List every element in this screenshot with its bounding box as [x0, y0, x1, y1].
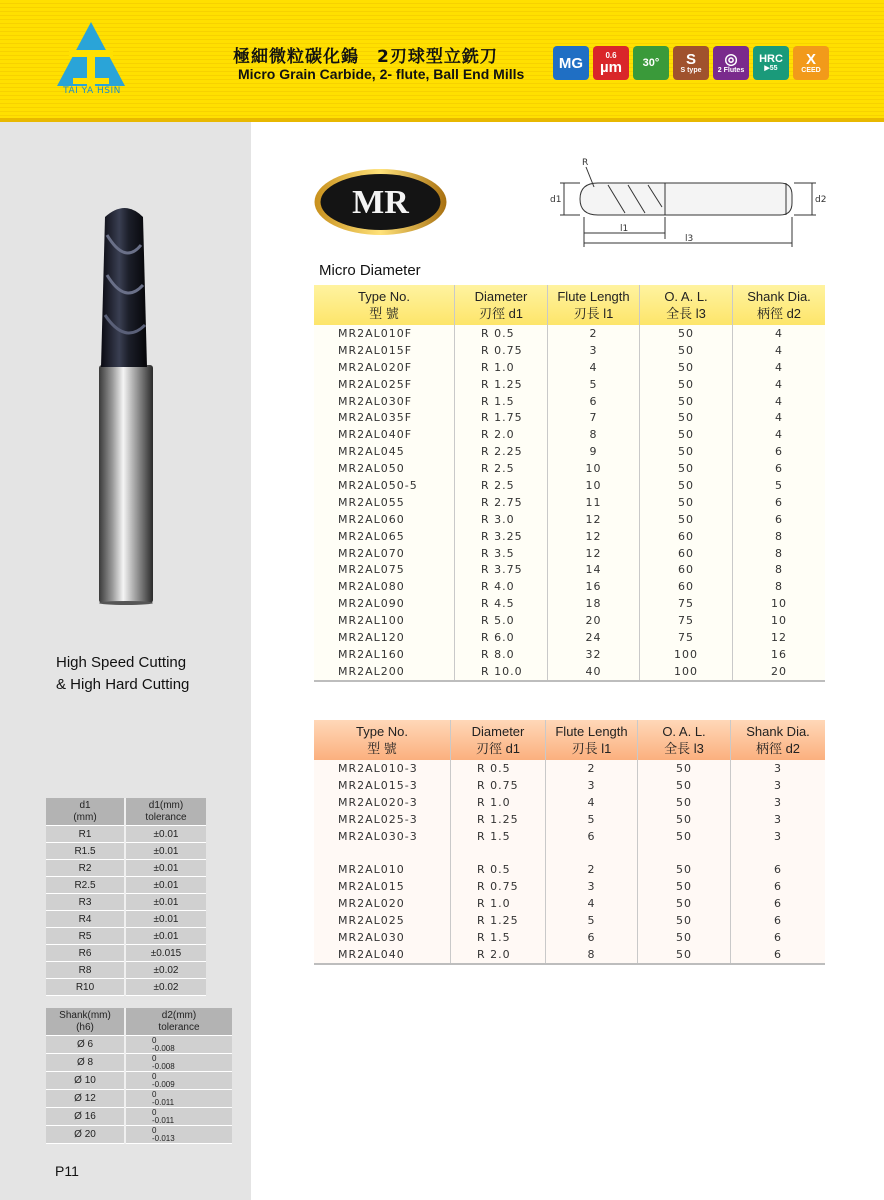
shank-dia-cell: 4 [733, 393, 826, 410]
shank-dia-cell: 6 [733, 460, 826, 477]
radius-cell: R4 [46, 911, 125, 928]
feature-line-1: High Speed Cutting [56, 654, 187, 671]
oal-cell: 50 [640, 393, 733, 410]
diameter-cell: R 0.5 [451, 861, 546, 878]
tolerance-row [46, 928, 206, 945]
tolerance-row [46, 1090, 232, 1108]
tolerance-row [46, 1108, 232, 1126]
tolerance-row [46, 1036, 232, 1054]
oal-cell: 50 [638, 760, 731, 777]
flute-length-cell: 12 [548, 545, 640, 562]
tolerance-cell: ±0.01 [125, 860, 206, 877]
table-row [314, 929, 825, 946]
table-row [314, 794, 825, 811]
tolerance-row [46, 962, 206, 979]
oal-cell: 50 [640, 477, 733, 494]
diameter-cell: R 1.5 [455, 393, 548, 410]
diameter-cell: R 2.0 [455, 426, 548, 443]
diameter-cell: R 4.0 [455, 578, 548, 595]
flute-length-cell: 5 [546, 912, 638, 929]
table-row [314, 878, 825, 895]
shank-cell: Ø 10 [46, 1072, 125, 1090]
shank-dia-cell: 4 [733, 409, 826, 426]
diagram-label-l1: l1 [620, 224, 629, 234]
feature-badge: ◎ 2 Flutes [713, 46, 749, 80]
shank-dia-cell: 6 [733, 494, 826, 511]
feature-description [56, 652, 189, 696]
shank-dia-cell: 3 [731, 811, 826, 828]
tolerance-cell: 0 -0.011 [125, 1108, 232, 1126]
oal-cell: 50 [640, 359, 733, 376]
oal-cell: 50 [638, 878, 731, 895]
shank-dia-cell: 4 [733, 325, 826, 342]
type-no-cell: MR2AL025F [314, 376, 455, 393]
shank-dia-cell: 10 [733, 612, 826, 629]
diameter-cell: R 3.5 [455, 545, 548, 562]
flute-length-cell: 16 [548, 578, 640, 595]
type-no-cell: MR2AL020-3 [314, 794, 451, 811]
oal-cell: 50 [638, 929, 731, 946]
diameter-cell: R 0.75 [451, 777, 546, 794]
shank-dia-cell: 6 [731, 895, 826, 912]
flute-length-cell: 5 [548, 376, 640, 393]
d1-header: d1 (mm) [46, 798, 125, 826]
oal-cell: 50 [640, 325, 733, 342]
diagram-label-l3: l3 [685, 234, 694, 244]
shank-tolerance-table [46, 1008, 232, 1144]
oal-cell: 50 [638, 777, 731, 794]
col-diameter: Diameter 刃徑 d1 [455, 285, 548, 325]
table-row [314, 595, 825, 612]
oal-cell: 75 [640, 612, 733, 629]
flute-length-cell: 8 [546, 946, 638, 964]
type-no-cell: MR2AL120 [314, 629, 455, 646]
oal-cell: 50 [640, 426, 733, 443]
table-row [314, 612, 825, 629]
tolerance-cell: ±0.01 [125, 911, 206, 928]
diameter-cell: R 1.0 [455, 359, 548, 376]
tolerance-cell: ±0.015 [125, 945, 206, 962]
flute-length-cell: 6 [548, 393, 640, 410]
section-title: Micro Diameter [319, 262, 421, 279]
mr-series-logo [313, 167, 448, 237]
shank-dia-cell: 4 [733, 376, 826, 393]
tolerance-row [46, 877, 206, 894]
flute-length-cell: 14 [548, 561, 640, 578]
tolerance-cell: ±0.01 [125, 843, 206, 860]
oal-cell: 60 [640, 561, 733, 578]
shank-cell: Ø 20 [46, 1126, 125, 1144]
type-no-cell: MR2AL090 [314, 595, 455, 612]
d1-tolerance-header: d1(mm) tolerance [125, 798, 206, 826]
table-row [314, 325, 825, 342]
d1-tolerance-table [46, 798, 206, 996]
flute-length-cell: 3 [548, 342, 640, 359]
diameter-cell: R 1.0 [451, 895, 546, 912]
col-shank-dia: Shank Dia. 柄徑 d2 [731, 720, 826, 760]
shank-dia-cell: 20 [733, 663, 826, 681]
tolerance-cell: ±0.02 [125, 979, 206, 996]
type-no-cell: MR2AL065 [314, 528, 455, 545]
tolerance-row [46, 860, 206, 877]
shank-dia-cell: 4 [733, 359, 826, 376]
type-no-cell: MR2AL160 [314, 646, 455, 663]
flute-length-cell: 12 [548, 511, 640, 528]
feature-badge: 0.6 µm [593, 46, 629, 80]
type-no-cell: MR2AL020 [314, 895, 451, 912]
diameter-cell: R 8.0 [455, 646, 548, 663]
type-no-cell: MR2AL100 [314, 612, 455, 629]
type-no-cell: MR2AL035F [314, 409, 455, 426]
diameter-cell: R 10.0 [455, 663, 548, 681]
table-row [314, 477, 825, 494]
flute-length-cell: 6 [546, 929, 638, 946]
shank-dia-cell: 3 [731, 777, 826, 794]
flute-length-cell: 40 [548, 663, 640, 681]
diameter-cell: R 0.75 [451, 878, 546, 895]
shank-cell: Ø 6 [46, 1036, 125, 1054]
oal-cell: 50 [638, 912, 731, 929]
table-row [314, 912, 825, 929]
radius-cell: R1 [46, 826, 125, 843]
shank-dia-cell: 8 [733, 578, 826, 595]
micro-diameter-table [314, 285, 825, 682]
diameter-cell: R 2.25 [455, 443, 548, 460]
table-row [314, 946, 825, 964]
radius-cell: R2 [46, 860, 125, 877]
diameter-cell: R 1.25 [451, 811, 546, 828]
tolerance-row [46, 979, 206, 996]
diameter-cell: R 1.75 [455, 409, 548, 426]
col-shank-dia: Shank Dia. 柄徑 d2 [733, 285, 826, 325]
table-row [314, 629, 825, 646]
table-row [314, 528, 825, 545]
type-no-cell: MR2AL010-3 [314, 760, 451, 777]
shank-header: Shank(mm) (h6) [46, 1008, 125, 1036]
flute-length-cell: 2 [546, 861, 638, 878]
oal-cell: 60 [640, 545, 733, 562]
oal-cell: 50 [638, 811, 731, 828]
type-no-cell: MR2AL010F [314, 325, 455, 342]
feature-badge: 30° [633, 46, 669, 80]
shank-dia-cell: 3 [731, 828, 826, 845]
radius-cell: R8 [46, 962, 125, 979]
oal-cell: 50 [640, 376, 733, 393]
tolerance-row [46, 1072, 232, 1090]
diameter-cell: R 6.0 [455, 629, 548, 646]
shank-cell: Ø 12 [46, 1090, 125, 1108]
company-name: TAI YA HSIN [63, 86, 121, 96]
shank-dia-cell: 16 [733, 646, 826, 663]
flute-length-cell: 6 [546, 828, 638, 845]
diameter-cell: R 3.0 [455, 511, 548, 528]
feature-line-2: & High Hard Cutting [56, 676, 190, 693]
table-row [314, 409, 825, 426]
radius-cell: R2.5 [46, 877, 125, 894]
type-no-cell: MR2AL070 [314, 545, 455, 562]
flute-length-cell: 20 [548, 612, 640, 629]
diagram-label-d2: d2 [815, 195, 827, 205]
type-no-cell: MR2AL050-5 [314, 477, 455, 494]
oal-cell: 50 [640, 494, 733, 511]
flute-length-cell: 4 [546, 794, 638, 811]
shank-dia-cell: 3 [731, 794, 826, 811]
type-no-cell: MR2AL040F [314, 426, 455, 443]
diameter-cell: R 1.0 [451, 794, 546, 811]
table-row [314, 443, 825, 460]
diameter-cell: R 5.0 [455, 612, 548, 629]
diameter-cell: R 1.25 [455, 376, 548, 393]
type-no-cell: MR2AL015 [314, 878, 451, 895]
feature-badge: S S type [673, 46, 709, 80]
table-row [314, 376, 825, 393]
tolerance-cell: 0 -0.013 [125, 1126, 232, 1144]
type-no-cell: MR2AL050 [314, 460, 455, 477]
flute-length-cell: 24 [548, 629, 640, 646]
oal-cell: 50 [640, 409, 733, 426]
table-row [314, 494, 825, 511]
radius-cell: R3 [46, 894, 125, 911]
oal-cell: 75 [640, 629, 733, 646]
type-no-cell: MR2AL010 [314, 861, 451, 878]
type-no-cell: MR2AL055 [314, 494, 455, 511]
shank-dia-cell: 6 [733, 511, 826, 528]
tolerance-cell: ±0.01 [125, 877, 206, 894]
col-diameter: Diameter 刃徑 d1 [451, 720, 546, 760]
flute-length-cell: 3 [546, 777, 638, 794]
table-row [314, 861, 825, 878]
shank-dia-cell: 6 [731, 946, 826, 964]
type-no-cell: MR2AL045 [314, 443, 455, 460]
flute-length-cell: 9 [548, 443, 640, 460]
tolerance-cell: ±0.02 [125, 962, 206, 979]
diagram-label-d1: d1 [550, 195, 562, 205]
table-row [314, 760, 825, 777]
diameter-cell: R 3.75 [455, 561, 548, 578]
type-no-cell: MR2AL030 [314, 929, 451, 946]
table-row [314, 359, 825, 376]
tolerance-cell: ±0.01 [125, 894, 206, 911]
table-row [314, 811, 825, 828]
oal-cell: 50 [638, 861, 731, 878]
col-type: Type No. 型 號 [314, 720, 451, 760]
diameter-cell: R 4.5 [455, 595, 548, 612]
diameter-cell: R 2.0 [451, 946, 546, 964]
flute-length-cell: 32 [548, 646, 640, 663]
tolerance-cell: 0 -0.011 [125, 1090, 232, 1108]
type-no-cell: MR2AL025-3 [314, 811, 451, 828]
shank-dia-cell: 10 [733, 595, 826, 612]
type-no-cell: MR2AL060 [314, 511, 455, 528]
flute-length-cell: 3 [546, 878, 638, 895]
shank-dia-cell: 6 [731, 861, 826, 878]
feature-badge: MG [553, 46, 589, 80]
type-no-cell: MR2AL040 [314, 946, 451, 964]
oal-cell: 60 [640, 528, 733, 545]
shank-cell: Ø 8 [46, 1054, 125, 1072]
diagram-label-r: R [582, 158, 589, 168]
type-no-cell: MR2AL025 [314, 912, 451, 929]
flute-length-cell: 10 [548, 477, 640, 494]
oal-cell: 50 [638, 794, 731, 811]
diameter-cell: R 1.5 [451, 828, 546, 845]
diameter-cell: R 0.75 [455, 342, 548, 359]
diameter-cell: R 2.75 [455, 494, 548, 511]
shank-tolerance-header: d2(mm) tolerance [125, 1008, 232, 1036]
flute-length-cell: 10 [548, 460, 640, 477]
feature-badges [553, 46, 829, 84]
oal-cell: 100 [640, 663, 733, 681]
table-spacer-row [314, 844, 825, 861]
table-row [314, 777, 825, 794]
shank-dia-cell: 8 [733, 561, 826, 578]
type-no-cell: MR2AL075 [314, 561, 455, 578]
flute-length-cell: 8 [548, 426, 640, 443]
tolerance-cell: ±0.01 [125, 826, 206, 843]
table-row [314, 828, 825, 845]
table-row [314, 511, 825, 528]
table-row [314, 561, 825, 578]
table-row [314, 426, 825, 443]
table-row [314, 342, 825, 359]
type-no-cell: MR2AL020F [314, 359, 455, 376]
tolerance-cell: 0 -0.009 [125, 1072, 232, 1090]
tolerance-cell: 0 -0.008 [125, 1036, 232, 1054]
type-no-cell: MR2AL200 [314, 663, 455, 681]
diameter-cell: R 2.5 [455, 477, 548, 494]
shank-dia-cell: 12 [733, 629, 826, 646]
oal-cell: 50 [638, 946, 731, 964]
flute-length-cell: 4 [548, 359, 640, 376]
flute-length-cell: 7 [548, 409, 640, 426]
shank-dia-cell: 6 [731, 912, 826, 929]
oal-cell: 50 [640, 443, 733, 460]
feature-badge: HRC ▶55 [753, 46, 789, 80]
tolerance-cell: ±0.01 [125, 928, 206, 945]
radius-cell: R6 [46, 945, 125, 962]
diameter-cell: R 0.5 [455, 325, 548, 342]
flute-length-cell: 18 [548, 595, 640, 612]
type-no-cell: MR2AL030F [314, 393, 455, 410]
tolerance-row [46, 826, 206, 843]
table-row [314, 545, 825, 562]
col-type: Type No. 型 號 [314, 285, 455, 325]
tolerance-row [46, 911, 206, 928]
shank-dia-cell: 4 [733, 342, 826, 359]
oal-cell: 50 [640, 460, 733, 477]
type-no-cell: MR2AL080 [314, 578, 455, 595]
flute-length-cell: 11 [548, 494, 640, 511]
tolerance-row [46, 945, 206, 962]
series-logo-text: MR [352, 184, 409, 221]
table-row [314, 393, 825, 410]
page-number: P11 [55, 1163, 79, 1179]
table-row [314, 646, 825, 663]
flute-length-cell: 12 [548, 528, 640, 545]
table-row [314, 460, 825, 477]
oal-cell: 50 [640, 511, 733, 528]
product-title-english: Micro Grain Carbide, 2- flute, Ball End Mills [238, 66, 525, 82]
shank-dia-cell: 5 [733, 477, 826, 494]
diameter-cell: R 3.25 [455, 528, 548, 545]
product-title-chinese: 極細微粒碳化鎢 2刃球型立銑刀 [233, 47, 498, 67]
dimension-diagram [550, 155, 830, 250]
diameter-cell: R 1.25 [451, 912, 546, 929]
tolerance-row [46, 1054, 232, 1072]
radius-cell: R1.5 [46, 843, 125, 860]
diameter-cell: R 2.5 [455, 460, 548, 477]
shank-dia-cell: 6 [733, 443, 826, 460]
tolerance-row [46, 843, 206, 860]
type-no-cell: MR2AL030-3 [314, 828, 451, 845]
type-no-cell: MR2AL015F [314, 342, 455, 359]
tolerance-row [46, 1126, 232, 1144]
diameter-cell: R 0.5 [451, 760, 546, 777]
radius-cell: R10 [46, 979, 125, 996]
oal-cell: 50 [638, 895, 731, 912]
col-flute-length: Flute Length 刃長 l1 [546, 720, 638, 760]
oal-cell: 75 [640, 595, 733, 612]
feature-badge: X CEED [793, 46, 829, 80]
tolerance-row [46, 894, 206, 911]
shank-cell: Ø 16 [46, 1108, 125, 1126]
table-row [314, 663, 825, 681]
shank-dia-cell: 6 [731, 929, 826, 946]
type-no-cell: MR2AL015-3 [314, 777, 451, 794]
tolerance-cell: 0 -0.008 [125, 1054, 232, 1072]
oal-cell: 100 [640, 646, 733, 663]
shank-dia-cell: 6 [731, 878, 826, 895]
flute-length-cell: 2 [548, 325, 640, 342]
shank-dia-cell: 4 [733, 426, 826, 443]
oal-cell: 60 [640, 578, 733, 595]
shank-variant-table [314, 720, 825, 965]
diameter-cell: R 1.5 [451, 929, 546, 946]
flute-length-cell: 4 [546, 895, 638, 912]
col-oal: O. A. L. 全長 l3 [640, 285, 733, 325]
oal-cell: 50 [638, 828, 731, 845]
end-mill-photo [85, 205, 165, 605]
radius-cell: R5 [46, 928, 125, 945]
col-oal: O. A. L. 全長 l3 [638, 720, 731, 760]
shank-dia-cell: 8 [733, 528, 826, 545]
oal-cell: 50 [640, 342, 733, 359]
col-flute-length: Flute Length 刃長 l1 [548, 285, 640, 325]
flute-length-cell: 2 [546, 760, 638, 777]
flute-length-cell: 5 [546, 811, 638, 828]
table-row [314, 895, 825, 912]
table-row [314, 578, 825, 595]
shank-dia-cell: 8 [733, 545, 826, 562]
shank-dia-cell: 3 [731, 760, 826, 777]
